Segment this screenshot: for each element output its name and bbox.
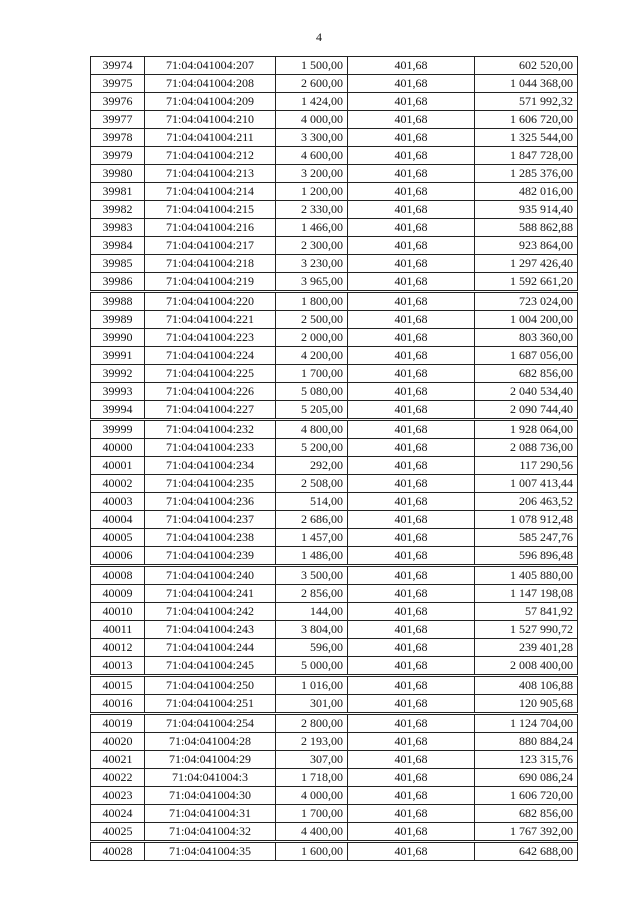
cadastral-value-cell: 923 864,00 <box>475 237 578 255</box>
cadastral-number-cell: 71:04:041004:254 <box>145 714 276 733</box>
row-number-cell: 40013 <box>91 657 145 676</box>
table-row <box>91 639 578 657</box>
cadastral-number-cell: 71:04:041004:214 <box>145 183 276 201</box>
cadastral-number-cell: 71:04:041004:251 <box>145 695 276 714</box>
specific-value-cell: 401,68 <box>348 475 475 493</box>
row-number-cell: 39981 <box>91 183 145 201</box>
cadastral-number-cell: 71:04:041004:244 <box>145 639 276 657</box>
specific-value-cell: 401,68 <box>348 183 475 201</box>
area-cell: 1 466,00 <box>276 219 348 237</box>
cadastral-value-cell: 1 007 413,44 <box>475 475 578 493</box>
row-number-cell: 40011 <box>91 621 145 639</box>
table-row <box>91 657 578 676</box>
area-cell: 1 700,00 <box>276 365 348 383</box>
cadastral-value-cell: 1 405 880,00 <box>475 566 578 585</box>
area-cell: 1 424,00 <box>276 93 348 111</box>
area-cell: 5 200,00 <box>276 439 348 457</box>
area-cell: 2 300,00 <box>276 237 348 255</box>
cadastral-value-cell: 2 008 400,00 <box>475 657 578 676</box>
cadastral-number-cell: 71:04:041004:217 <box>145 237 276 255</box>
cadastral-number-cell: 71:04:041004:218 <box>145 255 276 273</box>
specific-value-cell: 401,68 <box>348 621 475 639</box>
cadastral-number-cell: 71:04:041004:227 <box>145 401 276 420</box>
specific-value-cell: 401,68 <box>348 129 475 147</box>
table-row <box>91 329 578 347</box>
table-row <box>91 147 578 165</box>
specific-value-cell: 401,68 <box>348 603 475 621</box>
area-cell: 1 600,00 <box>276 842 348 861</box>
specific-value-cell: 401,68 <box>348 805 475 823</box>
area-cell: 1 486,00 <box>276 547 348 566</box>
table-row <box>91 823 578 842</box>
row-number-cell: 39980 <box>91 165 145 183</box>
table-row <box>91 842 578 861</box>
cadastral-number-cell: 71:04:041004:233 <box>145 439 276 457</box>
area-cell: 1 016,00 <box>276 676 348 695</box>
specific-value-cell: 401,68 <box>348 347 475 365</box>
row-number-cell: 39974 <box>91 57 145 75</box>
row-number-cell: 39994 <box>91 401 145 420</box>
area-cell: 4 200,00 <box>276 347 348 365</box>
table-row <box>91 237 578 255</box>
specific-value-cell: 401,68 <box>348 547 475 566</box>
table-row <box>91 733 578 751</box>
cadastral-value-cell: 596 896,48 <box>475 547 578 566</box>
row-number-cell: 39983 <box>91 219 145 237</box>
area-cell: 4 800,00 <box>276 420 348 439</box>
cadastral-number-cell: 71:04:041004:226 <box>145 383 276 401</box>
table-row <box>91 365 578 383</box>
table-row <box>91 457 578 475</box>
cadastral-value-cell: 1 285 376,00 <box>475 165 578 183</box>
cadastral-number-cell: 71:04:041004:211 <box>145 129 276 147</box>
cadastral-number-cell: 71:04:041004:212 <box>145 147 276 165</box>
cadastral-number-cell: 71:04:041004:223 <box>145 329 276 347</box>
specific-value-cell: 401,68 <box>348 57 475 75</box>
cadastral-value-cell: 588 862,88 <box>475 219 578 237</box>
area-cell: 2 193,00 <box>276 733 348 751</box>
specific-value-cell: 401,68 <box>348 529 475 547</box>
table-row <box>91 805 578 823</box>
cadastral-value-cell: 2 040 534,40 <box>475 383 578 401</box>
row-number-cell: 40010 <box>91 603 145 621</box>
cadastral-value-cell: 1 527 990,72 <box>475 621 578 639</box>
table-row <box>91 347 578 365</box>
cadastral-value-cell: 1 928 064,00 <box>475 420 578 439</box>
cadastral-value-cell: 1 297 426,40 <box>475 255 578 273</box>
cadastral-number-cell: 71:04:041004:216 <box>145 219 276 237</box>
table-row <box>91 585 578 603</box>
cadastral-value-cell: 123 315,76 <box>475 751 578 769</box>
cadastral-value-cell: 2 090 744,40 <box>475 401 578 420</box>
area-cell: 5 205,00 <box>276 401 348 420</box>
cadastral-number-cell: 71:04:041004:237 <box>145 511 276 529</box>
cadastral-number-cell: 71:04:041004:238 <box>145 529 276 547</box>
row-number-cell: 39990 <box>91 329 145 347</box>
cadastral-value-cell: 206 463,52 <box>475 493 578 511</box>
specific-value-cell: 401,68 <box>348 311 475 329</box>
cadastral-value-cell: 682 856,00 <box>475 365 578 383</box>
cadastral-value-cell: 1 847 728,00 <box>475 147 578 165</box>
cadastral-number-cell: 71:04:041004:224 <box>145 347 276 365</box>
cadastral-value-cell: 690 086,24 <box>475 769 578 787</box>
row-number-cell: 39978 <box>91 129 145 147</box>
cadastral-value-table <box>90 56 578 861</box>
table-row <box>91 475 578 493</box>
row-number-cell: 39999 <box>91 420 145 439</box>
specific-value-cell: 401,68 <box>348 714 475 733</box>
specific-value-cell: 401,68 <box>348 511 475 529</box>
cadastral-value-cell: 1 592 661,20 <box>475 273 578 292</box>
specific-value-cell: 401,68 <box>348 585 475 603</box>
cadastral-value-cell: 880 884,24 <box>475 733 578 751</box>
specific-value-cell: 401,68 <box>348 401 475 420</box>
specific-value-cell: 401,68 <box>348 439 475 457</box>
table-row <box>91 751 578 769</box>
specific-value-cell: 401,68 <box>348 237 475 255</box>
row-number-cell: 39982 <box>91 201 145 219</box>
cadastral-value-cell: 1 606 720,00 <box>475 787 578 805</box>
cadastral-value-cell: 1 325 544,00 <box>475 129 578 147</box>
row-number-cell: 40002 <box>91 475 145 493</box>
cadastral-number-cell: 71:04:041004:240 <box>145 566 276 585</box>
area-cell: 3 804,00 <box>276 621 348 639</box>
area-cell: 2 500,00 <box>276 311 348 329</box>
cadastral-number-cell: 71:04:041004:208 <box>145 75 276 93</box>
cadastral-value-cell: 1 606 720,00 <box>475 111 578 129</box>
cadastral-value-cell: 120 905,68 <box>475 695 578 714</box>
cadastral-value-cell: 935 914,40 <box>475 201 578 219</box>
cadastral-number-cell: 71:04:041004:245 <box>145 657 276 676</box>
row-number-cell: 40001 <box>91 457 145 475</box>
specific-value-cell: 401,68 <box>348 420 475 439</box>
area-cell: 2 508,00 <box>276 475 348 493</box>
cadastral-number-cell: 71:04:041004:30 <box>145 787 276 805</box>
table-row <box>91 439 578 457</box>
row-number-cell: 40009 <box>91 585 145 603</box>
specific-value-cell: 401,68 <box>348 75 475 93</box>
specific-value-cell: 401,68 <box>348 639 475 657</box>
area-cell: 3 965,00 <box>276 273 348 292</box>
table-row <box>91 787 578 805</box>
cadastral-value-cell: 408 106,88 <box>475 676 578 695</box>
table-row <box>91 383 578 401</box>
row-number-cell: 40004 <box>91 511 145 529</box>
row-number-cell: 40016 <box>91 695 145 714</box>
row-number-cell: 40000 <box>91 439 145 457</box>
area-cell: 2 800,00 <box>276 714 348 733</box>
area-cell: 1 200,00 <box>276 183 348 201</box>
area-cell: 307,00 <box>276 751 348 769</box>
table-row <box>91 714 578 733</box>
row-number-cell: 39977 <box>91 111 145 129</box>
table-row <box>91 273 578 292</box>
cadastral-value-cell: 803 360,00 <box>475 329 578 347</box>
area-cell: 5 000,00 <box>276 657 348 676</box>
specific-value-cell: 401,68 <box>348 751 475 769</box>
specific-value-cell: 401,68 <box>348 657 475 676</box>
cadastral-value-cell: 2 088 736,00 <box>475 439 578 457</box>
area-cell: 2 330,00 <box>276 201 348 219</box>
specific-value-cell: 401,68 <box>348 566 475 585</box>
row-number-cell: 39988 <box>91 292 145 311</box>
table-row <box>91 547 578 566</box>
cadastral-value-cell: 1 124 704,00 <box>475 714 578 733</box>
cadastral-value-cell: 1 044 368,00 <box>475 75 578 93</box>
specific-value-cell: 401,68 <box>348 493 475 511</box>
row-number-cell: 39976 <box>91 93 145 111</box>
table-row <box>91 129 578 147</box>
row-number-cell: 40015 <box>91 676 145 695</box>
table-row <box>91 311 578 329</box>
table-body <box>91 57 578 861</box>
cadastral-value-cell: 1 687 056,00 <box>475 347 578 365</box>
cadastral-number-cell: 71:04:041004:213 <box>145 165 276 183</box>
cadastral-number-cell: 71:04:041004:250 <box>145 676 276 695</box>
specific-value-cell: 401,68 <box>348 733 475 751</box>
row-number-cell: 40024 <box>91 805 145 823</box>
cadastral-number-cell: 71:04:041004:31 <box>145 805 276 823</box>
row-number-cell: 40025 <box>91 823 145 842</box>
specific-value-cell: 401,68 <box>348 165 475 183</box>
area-cell: 2 856,00 <box>276 585 348 603</box>
table-row <box>91 201 578 219</box>
row-number-cell: 39979 <box>91 147 145 165</box>
area-cell: 514,00 <box>276 493 348 511</box>
table-row <box>91 165 578 183</box>
row-number-cell: 39985 <box>91 255 145 273</box>
area-cell: 4 400,00 <box>276 823 348 842</box>
area-cell: 292,00 <box>276 457 348 475</box>
area-cell: 144,00 <box>276 603 348 621</box>
area-cell: 1 800,00 <box>276 292 348 311</box>
table-row <box>91 511 578 529</box>
table-row <box>91 493 578 511</box>
row-number-cell: 40008 <box>91 566 145 585</box>
table-row <box>91 566 578 585</box>
cadastral-value-cell: 571 992,32 <box>475 93 578 111</box>
cadastral-number-cell: 71:04:041004:225 <box>145 365 276 383</box>
table-row <box>91 292 578 311</box>
cadastral-value-cell: 1 767 392,00 <box>475 823 578 842</box>
specific-value-cell: 401,68 <box>348 273 475 292</box>
row-number-cell: 40023 <box>91 787 145 805</box>
table-row <box>91 603 578 621</box>
cadastral-number-cell: 71:04:041004:243 <box>145 621 276 639</box>
specific-value-cell: 401,68 <box>348 383 475 401</box>
row-number-cell: 40006 <box>91 547 145 566</box>
cadastral-number-cell: 71:04:041004:220 <box>145 292 276 311</box>
table-row <box>91 420 578 439</box>
table-row <box>91 219 578 237</box>
area-cell: 4 000,00 <box>276 111 348 129</box>
table-row <box>91 255 578 273</box>
area-cell: 1 718,00 <box>276 769 348 787</box>
cadastral-number-cell: 71:04:041004:32 <box>145 823 276 842</box>
row-number-cell: 40022 <box>91 769 145 787</box>
specific-value-cell: 401,68 <box>348 769 475 787</box>
row-number-cell: 40021 <box>91 751 145 769</box>
cadastral-number-cell: 71:04:041004:235 <box>145 475 276 493</box>
cadastral-number-cell: 71:04:041004:3 <box>145 769 276 787</box>
cadastral-value-cell: 1 147 198,08 <box>475 585 578 603</box>
table-row <box>91 695 578 714</box>
specific-value-cell: 401,68 <box>348 329 475 347</box>
area-cell: 301,00 <box>276 695 348 714</box>
row-number-cell: 39975 <box>91 75 145 93</box>
area-cell: 3 500,00 <box>276 566 348 585</box>
cadastral-value-cell: 1 078 912,48 <box>475 511 578 529</box>
row-number-cell: 39991 <box>91 347 145 365</box>
specific-value-cell: 401,68 <box>348 147 475 165</box>
area-cell: 1 700,00 <box>276 805 348 823</box>
table-row <box>91 769 578 787</box>
table-row <box>91 93 578 111</box>
cadastral-number-cell: 71:04:041004:28 <box>145 733 276 751</box>
cadastral-number-cell: 71:04:041004:236 <box>145 493 276 511</box>
cadastral-number-cell: 71:04:041004:210 <box>145 111 276 129</box>
row-number-cell: 39984 <box>91 237 145 255</box>
row-number-cell: 39989 <box>91 311 145 329</box>
area-cell: 3 300,00 <box>276 129 348 147</box>
specific-value-cell: 401,68 <box>348 695 475 714</box>
cadastral-value-cell: 723 024,00 <box>475 292 578 311</box>
area-cell: 3 200,00 <box>276 165 348 183</box>
cadastral-value-cell: 642 688,00 <box>475 842 578 861</box>
cadastral-value-cell: 239 401,28 <box>475 639 578 657</box>
table-row <box>91 75 578 93</box>
cadastral-value-cell: 117 290,56 <box>475 457 578 475</box>
area-cell: 4 000,00 <box>276 787 348 805</box>
area-cell: 2 686,00 <box>276 511 348 529</box>
area-cell: 4 600,00 <box>276 147 348 165</box>
cadastral-number-cell: 71:04:041004:232 <box>145 420 276 439</box>
specific-value-cell: 401,68 <box>348 676 475 695</box>
specific-value-cell: 401,68 <box>348 365 475 383</box>
cadastral-number-cell: 71:04:041004:221 <box>145 311 276 329</box>
row-number-cell: 40019 <box>91 714 145 733</box>
page-number: 4 <box>316 30 322 44</box>
cadastral-number-cell: 71:04:041004:219 <box>145 273 276 292</box>
table-row <box>91 111 578 129</box>
cadastral-number-cell: 71:04:041004:209 <box>145 93 276 111</box>
row-number-cell: 39986 <box>91 273 145 292</box>
specific-value-cell: 401,68 <box>348 255 475 273</box>
row-number-cell: 39992 <box>91 365 145 383</box>
row-number-cell: 40028 <box>91 842 145 861</box>
row-number-cell: 40005 <box>91 529 145 547</box>
table-row <box>91 529 578 547</box>
cadastral-number-cell: 71:04:041004:215 <box>145 201 276 219</box>
area-cell: 2 600,00 <box>276 75 348 93</box>
row-number-cell: 40020 <box>91 733 145 751</box>
area-cell: 2 000,00 <box>276 329 348 347</box>
specific-value-cell: 401,68 <box>348 219 475 237</box>
specific-value-cell: 401,68 <box>348 93 475 111</box>
cadastral-number-cell: 71:04:041004:207 <box>145 57 276 75</box>
cadastral-value-cell: 682 856,00 <box>475 805 578 823</box>
area-cell: 3 230,00 <box>276 255 348 273</box>
cadastral-value-cell: 585 247,76 <box>475 529 578 547</box>
area-cell: 1 500,00 <box>276 57 348 75</box>
specific-value-cell: 401,68 <box>348 823 475 842</box>
specific-value-cell: 401,68 <box>348 457 475 475</box>
table-row <box>91 401 578 420</box>
table-row <box>91 57 578 75</box>
cadastral-number-cell: 71:04:041004:29 <box>145 751 276 769</box>
specific-value-cell: 401,68 <box>348 111 475 129</box>
cadastral-value-cell: 602 520,00 <box>475 57 578 75</box>
cadastral-value-cell: 482 016,00 <box>475 183 578 201</box>
cadastral-value-cell: 57 841,92 <box>475 603 578 621</box>
cadastral-number-cell: 71:04:041004:242 <box>145 603 276 621</box>
table-row <box>91 621 578 639</box>
specific-value-cell: 401,68 <box>348 292 475 311</box>
table-row <box>91 676 578 695</box>
area-cell: 596,00 <box>276 639 348 657</box>
cadastral-number-cell: 71:04:041004:239 <box>145 547 276 566</box>
specific-value-cell: 401,68 <box>348 842 475 861</box>
cadastral-number-cell: 71:04:041004:241 <box>145 585 276 603</box>
cadastral-number-cell: 71:04:041004:35 <box>145 842 276 861</box>
area-cell: 1 457,00 <box>276 529 348 547</box>
row-number-cell: 39993 <box>91 383 145 401</box>
table-row <box>91 183 578 201</box>
row-number-cell: 40012 <box>91 639 145 657</box>
specific-value-cell: 401,68 <box>348 787 475 805</box>
area-cell: 5 080,00 <box>276 383 348 401</box>
cadastral-number-cell: 71:04:041004:234 <box>145 457 276 475</box>
specific-value-cell: 401,68 <box>348 201 475 219</box>
row-number-cell: 40003 <box>91 493 145 511</box>
cadastral-value-cell: 1 004 200,00 <box>475 311 578 329</box>
